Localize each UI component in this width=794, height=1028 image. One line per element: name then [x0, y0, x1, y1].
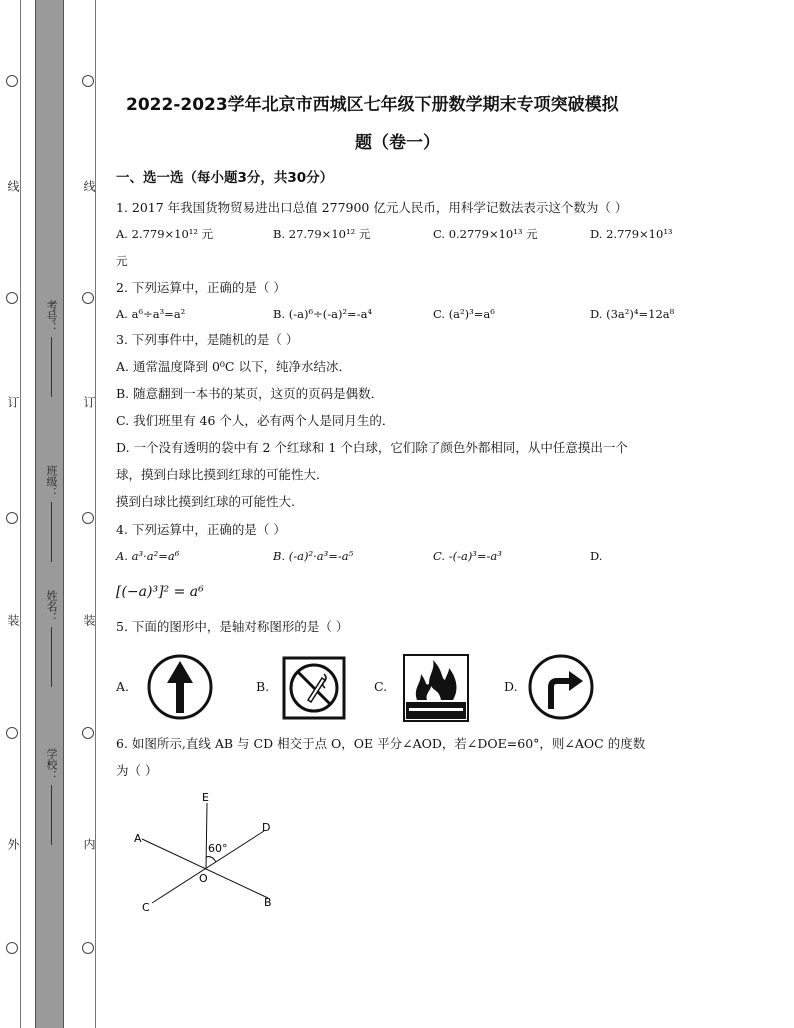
- page-title: 2022-2023学年北京市西城区七年级下册数学期末专项突破模拟: [126, 95, 619, 115]
- exam-number-field[interactable]: [43, 300, 59, 397]
- binding-char-inner: 内: [82, 838, 96, 850]
- binding-hole: [82, 75, 94, 87]
- q4-option-a[interactable]: A. a³·a²=a⁶: [116, 549, 180, 563]
- turn-right-sign-icon: [527, 653, 595, 725]
- angle-arc: [206, 857, 216, 862]
- q4-option-c[interactable]: C. -(-a)³=-a³: [433, 549, 502, 563]
- q5-label-d[interactable]: D.: [504, 679, 518, 694]
- blank-line: [51, 627, 52, 687]
- point-label-b: B: [264, 896, 272, 909]
- question-5-stem: 5. 下面的图形中，是轴对称图形的是（ ）: [116, 619, 349, 634]
- name-field[interactable]: [43, 590, 59, 687]
- q4-option-d[interactable]: D.: [590, 549, 603, 563]
- q1-option-a[interactable]: A. 2.779×10¹² 元: [116, 227, 214, 241]
- point-label-o: O: [199, 872, 208, 885]
- q2-option-b[interactable]: B. (-a)⁶÷(-a)²=-a⁴: [273, 307, 373, 321]
- binding-hole: [82, 292, 94, 304]
- field-label: 班级：: [45, 465, 58, 498]
- section-heading: 一、选一选（每小题3分，共30分）: [116, 170, 334, 186]
- class-field[interactable]: [43, 465, 59, 562]
- point-label-c: C: [142, 901, 150, 914]
- blank-line: [51, 337, 52, 397]
- q1-option-b[interactable]: B. 27.79×10¹² 元: [273, 227, 371, 241]
- binding-hole: [6, 942, 18, 954]
- q1-option-d[interactable]: D. 2.779×10¹³: [590, 227, 673, 241]
- q2-option-d[interactable]: D. (3a²)⁴=12a⁸: [590, 307, 675, 321]
- q5-label-a[interactable]: A.: [116, 679, 130, 694]
- question-1-stem: 1. 2017 年我国货物贸易进出口总值 277900 亿元人民币，用科学记数法表示这个数为（ ）: [116, 200, 628, 215]
- binding-char-inner: 装: [82, 614, 96, 626]
- question-6-stem-cont: 为（ ）: [116, 763, 158, 778]
- binding-char-outer: 装: [6, 614, 20, 626]
- binding-hole: [6, 727, 18, 739]
- question-4-stem: 4. 下列运算中，正确的是（ ）: [116, 522, 286, 537]
- binding-char-outer: 订: [6, 396, 20, 408]
- q3-option-c[interactable]: C. 我们班里有 46 个人，必有两个人是同月生的．: [116, 413, 395, 428]
- q3-extra-text: 摸到白球比摸到红球的可能性大.: [116, 494, 295, 509]
- no-fire-sign-icon: [282, 656, 346, 724]
- q2-option-a[interactable]: A. a⁶÷a³=a²: [116, 307, 186, 321]
- binding-left-edge: [20, 0, 21, 1028]
- q3-option-b[interactable]: B. 随意翻到一本书的某页，这页的页码是偶数．: [116, 386, 384, 401]
- blank-line: [51, 502, 52, 562]
- binding-hole: [82, 727, 94, 739]
- question-3-stem: 3. 下列事件中，是随机的是（ ）: [116, 332, 299, 347]
- binding-hole: [6, 75, 18, 87]
- point-label-e: E: [202, 791, 209, 804]
- binding-char-outer: 外: [6, 838, 20, 850]
- q4-option-d-formula: [(−a)³]² = a⁶: [116, 584, 204, 600]
- q5-label-b[interactable]: B.: [256, 679, 270, 694]
- fire-warning-sign-icon: [403, 654, 469, 726]
- geometry-figure: [120, 785, 290, 924]
- angle-label: 60°: [208, 842, 228, 855]
- field-label: 学校：: [45, 748, 58, 781]
- binding-right-edge: [95, 0, 96, 1028]
- field-label: 考号：: [45, 300, 58, 333]
- binding-hole: [82, 512, 94, 524]
- q3-option-d[interactable]: D. 一个没有透明的袋中有 2 个红球和 1 个白球，它们除了颜色外都相同，从中任意摸出一个: [116, 440, 628, 455]
- question-2-stem: 2. 下列运算中，正确的是（ ）: [116, 280, 286, 295]
- binding-hole: [6, 292, 18, 304]
- q4-option-b[interactable]: B. (-a)²·a³=-a⁵: [273, 549, 354, 563]
- q3-option-d-cont: 球，摸到白球比摸到红球的可能性大．: [116, 467, 329, 482]
- q5-label-c[interactable]: C.: [374, 679, 388, 694]
- up-arrow-sign-icon: [146, 653, 214, 725]
- q1-option-c[interactable]: C. 0.2779×10¹³ 元: [433, 227, 538, 241]
- school-field[interactable]: [43, 748, 59, 845]
- page-title-cont: 题（卷一）: [355, 133, 440, 153]
- point-label-a: A: [134, 832, 142, 845]
- binding-hole: [6, 512, 18, 524]
- binding-char-outer: 线: [6, 180, 20, 192]
- ray-OE: [206, 803, 207, 869]
- point-label-d: D: [262, 821, 271, 834]
- field-label: 姓名：: [45, 590, 58, 623]
- q1-option-d-cont: 元: [116, 254, 128, 268]
- binding-char-inner: 订: [82, 396, 96, 408]
- q3-option-a[interactable]: A. 通常温度降到 0⁰C 以下，纯净水结冰．: [116, 359, 351, 374]
- question-6-stem: 6. 如图所示,直线 AB 与 CD 相交于点 O，OE 平分∠AOD，若∠DOE=60°，则∠AOC 的度数: [116, 736, 646, 751]
- binding-char-inner: 线: [82, 180, 96, 192]
- blank-line: [51, 785, 52, 845]
- binding-hole: [82, 942, 94, 954]
- q2-option-c[interactable]: C. (a²)³=a⁶: [433, 307, 495, 321]
